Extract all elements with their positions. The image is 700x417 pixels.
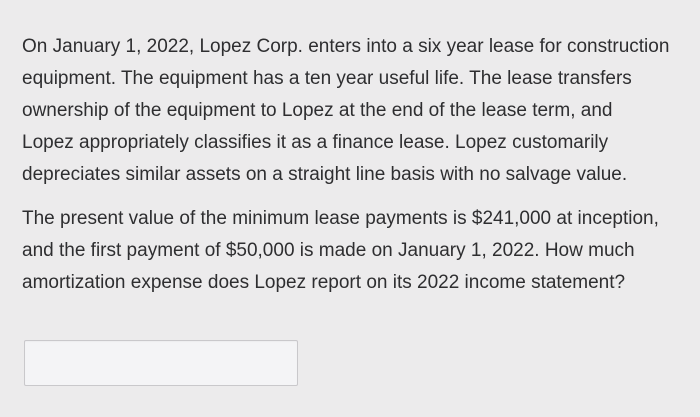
question-line: On January 1, 2022, Lopez Corp. enters into a six year lease for construction (22, 36, 670, 57)
answer-input[interactable] (24, 340, 298, 386)
question-line: equipment. The equipment has a ten year useful life. The lease transfers (22, 68, 632, 89)
question-line: depreciates similar assets on a straight line basis with no salvage value. (22, 164, 628, 185)
question-line: ownership of the equipment to Lopez at the end of the lease term, and (22, 100, 613, 121)
question-line: amortization expense does Lopez report on its 2022 income statement? (22, 272, 626, 293)
question-paragraph-1 (22, 31, 698, 191)
question-line: The present value of the minimum lease payments is $241,000 at inception, (22, 208, 659, 229)
question-paragraph-2 (22, 203, 698, 299)
question-line: Lopez appropriately classifies it as a finance lease. Lopez customarily (22, 132, 609, 153)
question-line: and the first payment of $50,000 is made on January 1, 2022. How much (22, 240, 635, 261)
question-text (22, 31, 698, 299)
